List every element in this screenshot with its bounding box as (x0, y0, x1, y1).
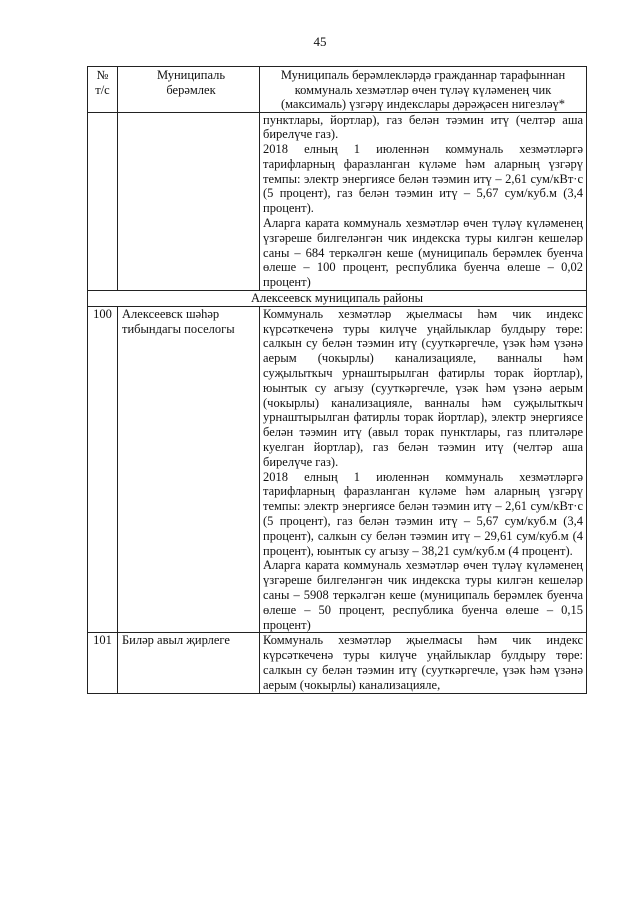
row-number: 101 (88, 633, 118, 693)
description-cell (260, 633, 587, 693)
continuation-text-cell (260, 112, 587, 291)
municipality-name: Алексеевск шәһәр тибындагы поселогы (118, 306, 260, 633)
paragraph: пунктлары, йортлар), газ белән тәэмин итү (челтәр аша бирелүче газ). (263, 112, 583, 142)
paragraph: Коммуналь хезмәтләр җыелмасы һәм чик индекс күрсәткеченә туры килүче уңайлыклар булдыру төре: салкын су белән тәэмин итү (сууткәргечле, үзәк һәм үзәнә аерым (чокырлы) канализацияле, (263, 633, 583, 692)
header-num: № т/с (88, 67, 118, 113)
paragraph: 2018 елның 1 июленнән коммуналь хезмәтләргә тарифларның фаразланган күләме һәм аларның үзгәрү темпы: электр энергиясе белән тәэмин итү – 2,61 сум/кВт·с (5 процент), газ белән тәэмин итү – 5,67 сум/куб.м (3,4 процент), салкын су белән тәэмин итү – 29,61 сум/куб.м (4 процент), юынтык су агызу – 38,21 сум/куб.м (4 процент). (263, 469, 583, 558)
table-row (88, 306, 587, 633)
header-municipality: Муниципаль берәмлек (118, 67, 260, 113)
continuation-num-cell (88, 112, 118, 291)
table-row-region (88, 291, 587, 307)
table-row (88, 633, 587, 693)
municipalities-table (87, 66, 587, 694)
continuation-name-cell (118, 112, 260, 291)
paragraph: 2018 елның 1 июленнән коммуналь хезмәтләргә тарифларның фаразланган күләме һәм аларның үзгәрү темпы: электр энергиясе белән тәэмин итү – 2,61 сум/кВт·с (5 процент), газ белән тәэмин итү – 5,67 сум/куб.м (3,4 процент). (263, 142, 583, 216)
paragraph: Аларга карата коммуналь хезмәтләр өчен түләү күләменең үзгәреше билгеләнгән чик индекска туры килгән кешеләр саны – 684 теркәлгән кеше (муниципаль берәмлек буенча өлеше – 100 процент, республика буенча өлеше – 0,02 процент) (263, 216, 583, 290)
table-header-row (88, 67, 587, 113)
paragraph: Аларга карата коммуналь хезмәтләр өчен түләү күләменең үзгәреше билгеләнгән чик индекска туры килгән кешеләр саны – 5908 теркәлгән кеше (муниципаль берәмлек буенча өлеше – 50 процент, республика буенча өлеше – 0,15 процент) (263, 558, 583, 632)
table-row-continuation (88, 112, 587, 291)
header-description: Муниципаль берәмлекләрдә гражданнар тарафыннан коммуналь хезмәтләр өчен түләү күләменең чик (максималь) үзгәрү индекслары дәрәҗәсен нигезләү* (260, 67, 587, 113)
description-cell (260, 306, 587, 633)
page-number: 45 (313, 34, 327, 49)
region-heading: Алексеевск муниципаль районы (88, 291, 587, 307)
municipality-name: Биләр авыл җирлеге (118, 633, 260, 693)
paragraph: Коммуналь хезмәтләр җыелмасы һәм чик индекс күрсәткеченә туры килүче уңайлыклар булдыру төре: салкын су белән тәэмин итү (сууткәргечле, үзәк һәм үзәнә аерым (чокырлы) канализацияле, ванналы һәм суҗылыткыч урнаштырылган фатирлы торак йортлар), юынтык су агызу (сууткәргечле, үзәк һәм үзәнә аерым (чокырлы) канализацияле, ванналы һәм суҗылыткыч урнаштырылган фатирлы торак йортлар), электр энергиясе белән тәэмин итү (авыл торак пунктлары, газ плитәләре куелган йортлар), газ белән тәэмин итү (челтәр аша бирелүче газ). (263, 306, 583, 469)
row-number: 100 (88, 306, 118, 633)
